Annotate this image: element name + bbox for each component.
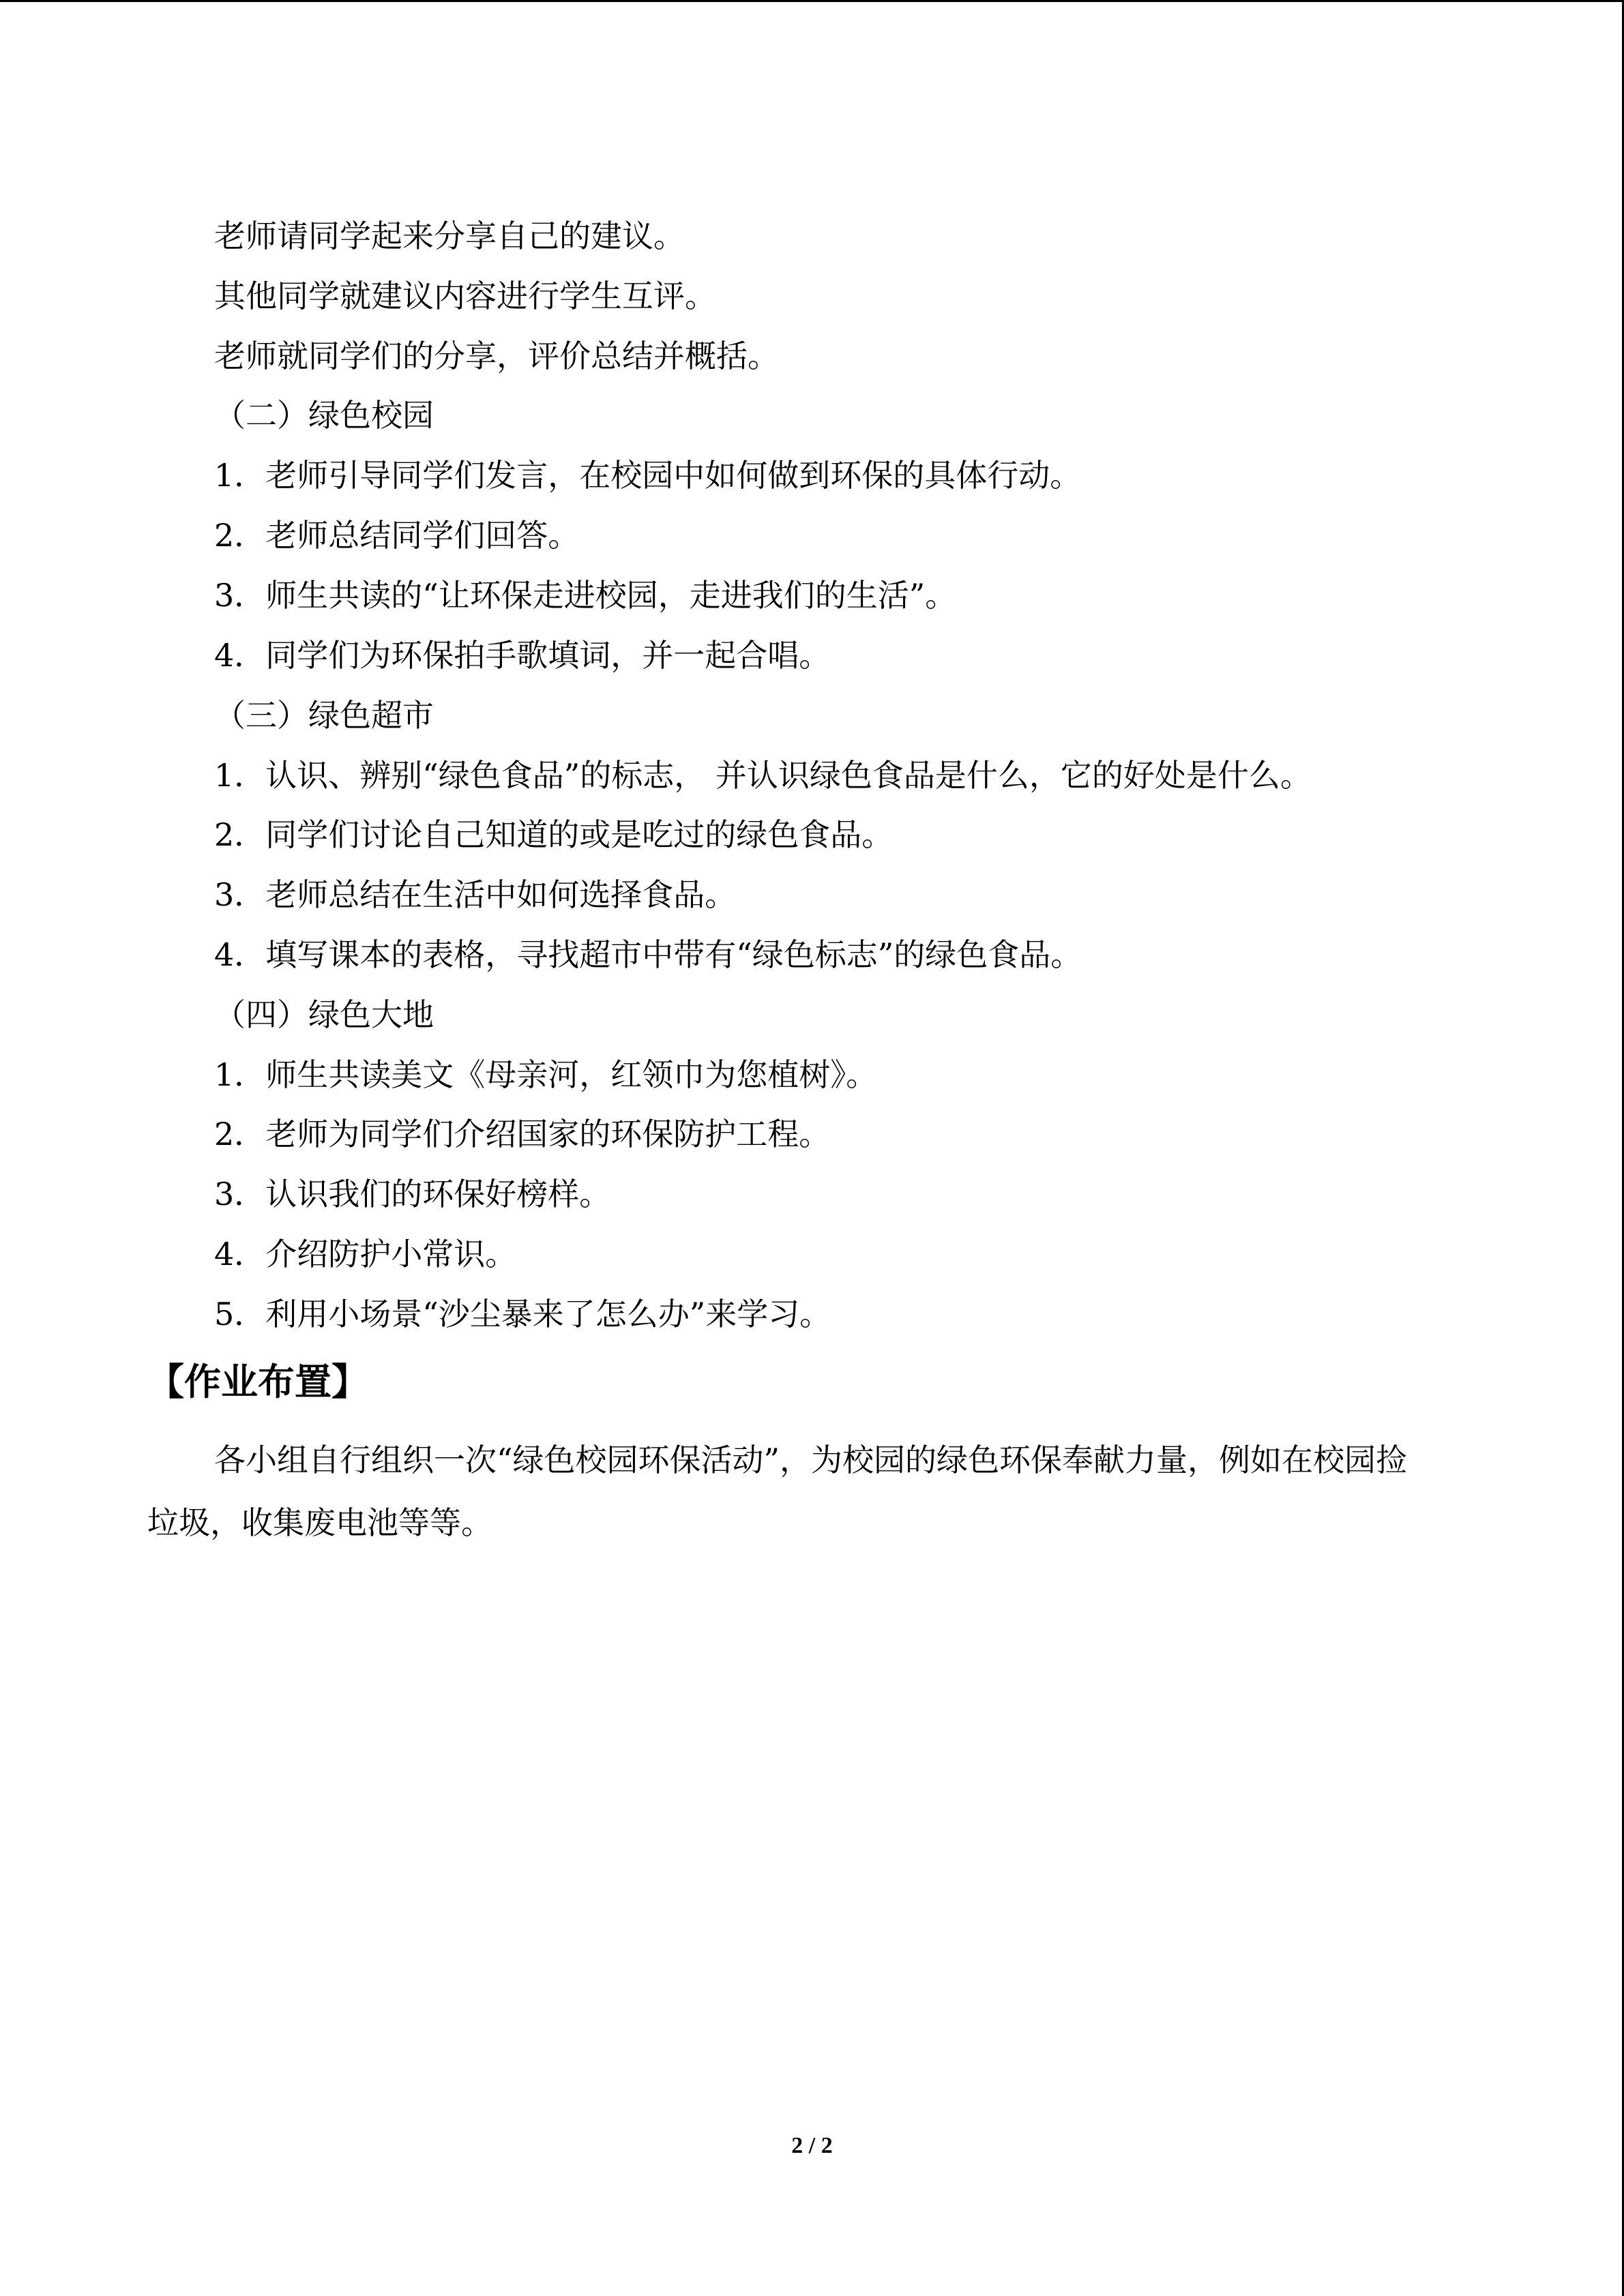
section-heading-green-supermarket: （三）绿色超市 [214, 697, 434, 734]
list-item: 4．填写课本的表格，寻找超市中带有“绿色标志”的绿色食品。 [214, 936, 1082, 973]
list-item: 2．老师为同学们介绍国家的环保防护工程。 [214, 1116, 831, 1152]
page-border-top [0, 0, 1624, 2]
list-item: 4．介绍防护小常识。 [214, 1236, 517, 1272]
homework-paragraph-line-2: 垃圾，收集废电池等等。 [147, 1504, 492, 1541]
paragraph-line: 老师就同学们的分享，评价总结并概括。 [214, 338, 779, 374]
list-item: 5．利用小场景“沙尘暴来了怎么办”来学习。 [214, 1296, 831, 1332]
page-number: 2 / 2 [791, 2133, 833, 2158]
list-item: 4．同学们为环保拍手歌填词，并一起合唱。 [214, 637, 831, 674]
list-item: 3．老师总结在生活中如何选择食品。 [214, 876, 737, 913]
homework-paragraph-line-1: 各小组自行组织一次“绿色校园环保活动”，为校园的绿色环保奉献力量，例如在校园捡 [214, 1442, 1408, 1478]
list-item: 1．认识、辨别“绿色食品”的标志， 并认识绿色食品是什么，它的好处是什么。 [214, 757, 1312, 794]
section-heading-green-earth: （四）绿色大地 [214, 996, 434, 1033]
list-item: 1．老师引导同学们发言，在校园中如何做到环保的具体行动。 [214, 457, 1082, 494]
list-item: 2．老师总结同学们回答。 [214, 517, 580, 554]
paragraph-line: 其他同学就建议内容进行学生互评。 [214, 278, 716, 314]
paragraph-line: 老师请同学起来分享自己的建议。 [214, 218, 685, 254]
list-item: 1．师生共读美文《母亲河，红领巾为您植树》。 [214, 1056, 878, 1093]
list-item: 3．认识我们的环保好榜样。 [214, 1176, 611, 1212]
homework-heading: 【作业布置】 [147, 1360, 368, 1403]
list-item: 3．师生共读的“让环保走进校园，走进我们的生活”。 [214, 577, 957, 614]
section-heading-green-campus: （二）绿色校园 [214, 397, 434, 434]
list-item: 2．同学们讨论自己知道的或是吃过的绿色食品。 [214, 816, 894, 853]
